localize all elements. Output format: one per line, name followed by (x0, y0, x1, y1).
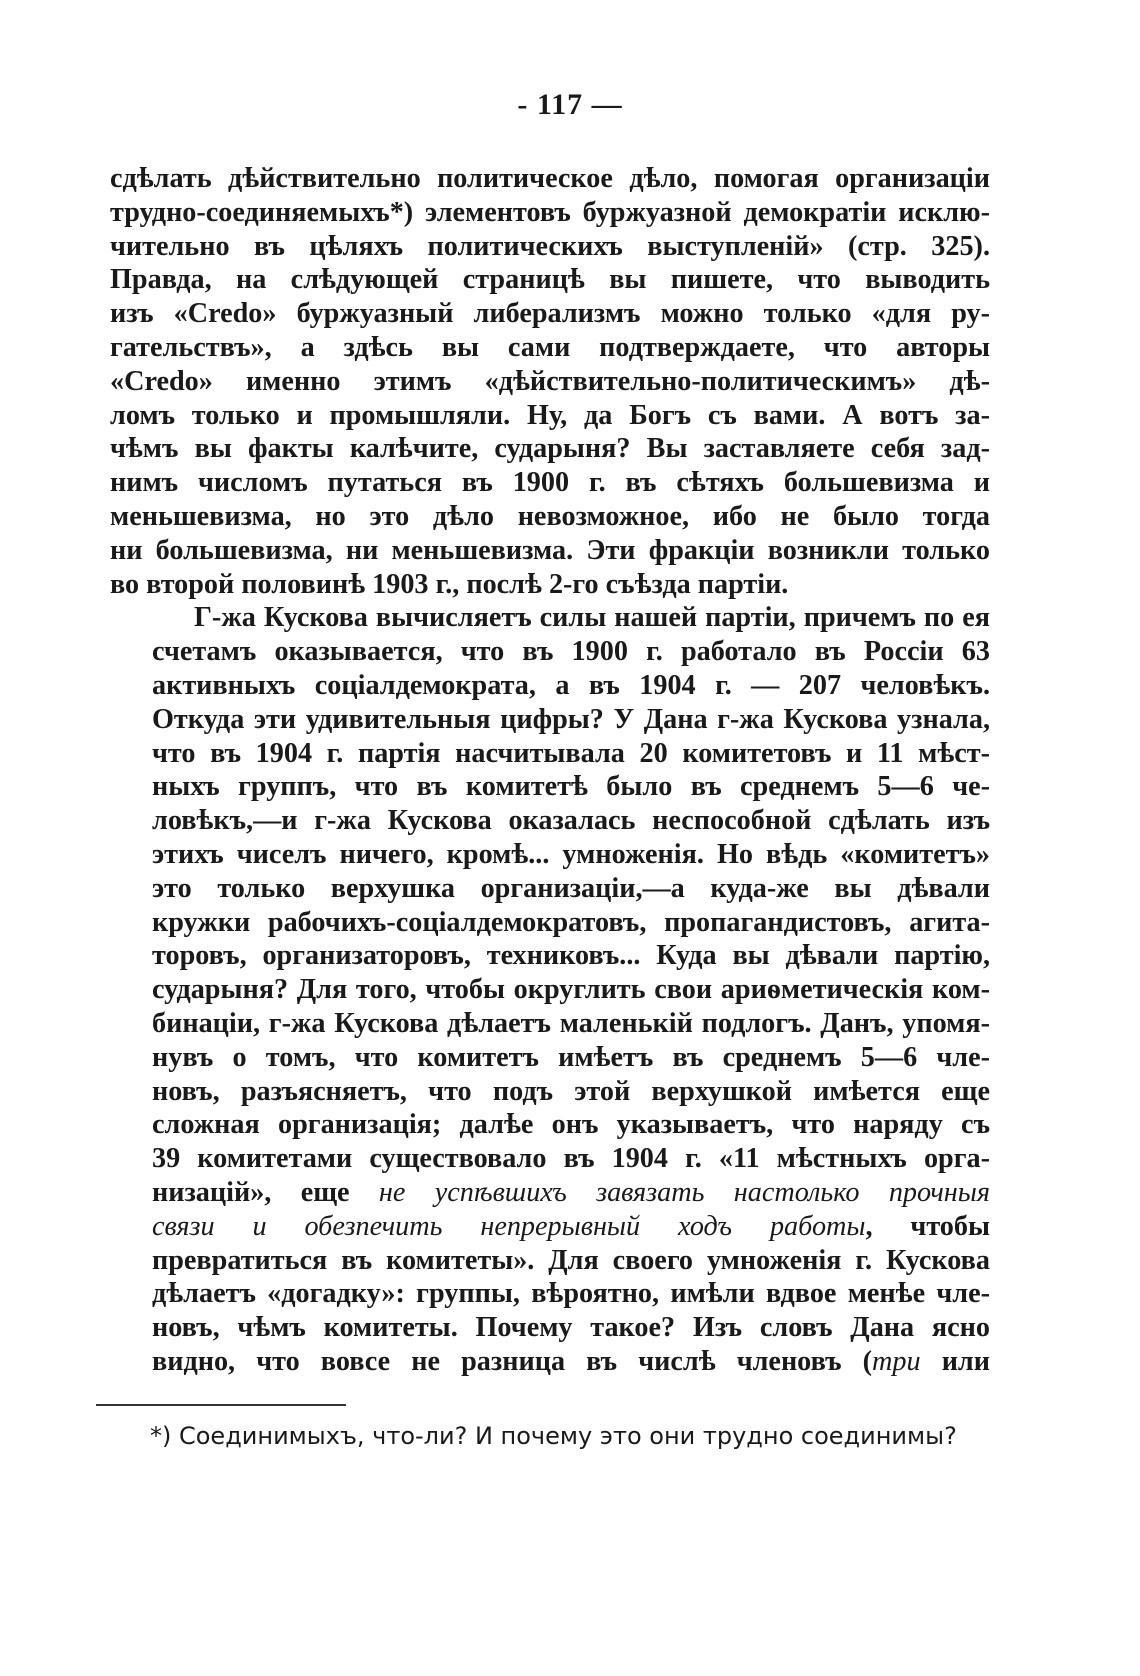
text-line: ни большевизма, ни меньшевизма. Эти фракціи возникли только (110, 534, 990, 566)
text-run: или (920, 1345, 990, 1377)
text-line: сложная организація; далѣе онъ указываетъ, что наряду съ (152, 1109, 990, 1141)
text-line: ныхъ группъ, что въ комитетѣ было въ среднемъ 5—6 че- (152, 771, 990, 803)
text-line: счетамъ оказывается, что въ 1900 г. работало въ Россіи 63 (152, 636, 990, 668)
text-line: 39 комитетами существовало въ 1904 г. «11 мѣстныхъ орга- (152, 1143, 990, 1175)
text-line: во второй половинѣ 1903 г., послѣ 2-го съѣзда партіи. (110, 568, 789, 600)
text-line: дѣлаетъ «догадку»: группы, вѣроятно, имѣли вдвое менѣе чле- (152, 1278, 990, 1310)
text-line: трудно-соединяемыхъ*) элементовъ буржуазной демократіи исклю- (110, 196, 990, 228)
text-line: активныхъ соціалдемократа, а въ 1904 г. — 207 человѣкъ. (152, 669, 990, 701)
text-line: Г-жа Кускова вычисляетъ силы нашей партіи, причемъ по ея (194, 602, 990, 634)
text-line: ломъ только и промышляли. Ну, да Богъ съ вами. А вотъ за- (110, 399, 990, 431)
text-line: что въ 1904 г. партія насчитывала 20 комитетовъ и 11 мѣст- (152, 737, 990, 769)
text-line: нувъ о томъ, что комитетъ имѣетъ въ среднемъ 5—6 чле- (152, 1041, 990, 1073)
text-line: чѣмъ вы факты калѣчите, сударыня? Вы заставляете себя зад- (110, 433, 990, 465)
page-number: - 117 — (517, 88, 623, 121)
text-run: видно, что вовсе не разница въ числѣ членовъ ( (152, 1345, 873, 1377)
text-line: «Credo» именно этимъ «дѣйствительно-политическимъ» дѣ- (110, 365, 990, 397)
text-line: Правда, на слѣдующей страницѣ вы пишете, что выводить (110, 264, 990, 296)
text-line-mixed (110, 1176, 990, 1210)
text-line: новъ, разъясняетъ, что подъ этой верхушкой имѣется еще (152, 1075, 990, 1107)
text-line-mixed (110, 1345, 990, 1379)
text-line: гательствъ», а здѣсь вы сами подтверждаете, что авторы (110, 331, 990, 363)
text-line: сударыня? Для того, чтобы округлить свои ариѳметическія ком- (152, 974, 990, 1006)
paragraph-2 (110, 601, 990, 1378)
text-line: меньшевизма, но это дѣло невозможное, ибо не было тогда (110, 500, 990, 532)
footnote-divider (96, 1404, 346, 1406)
text-line-mixed (110, 1210, 990, 1244)
text-line: торовъ, организаторовъ, техниковъ... Куда вы дѣвали партію, (152, 940, 990, 972)
text-run: , чтобы (865, 1210, 990, 1242)
text-line: этихъ чиселъ ничего, кромѣ... умноженія. Но вѣдь «комитетъ» (152, 838, 990, 870)
text-line: нимъ числомъ путаться въ 1900 г. въ сѣтяхъ большевизма и (110, 467, 990, 499)
text-line: ловѣкъ,—и г-жа Кускова оказалась неспособной сдѣлать изъ (152, 805, 990, 837)
text-line: Откуда эти удивительныя цифры? У Дана г-жа Кускова узнала, (152, 703, 990, 735)
paragraph-1 (110, 162, 990, 601)
italic-word: три (872, 1345, 921, 1377)
footnote: *) Соединимыхъ, что-ли? И почему это они трудно соединимы? (150, 1422, 957, 1450)
text-line: сдѣлать дѣйствительно политическое дѣло, помогая организаціи (110, 163, 990, 194)
body-text (110, 162, 990, 1379)
text-line: это только верхушка организаціи,—а куда-же вы дѣвали (152, 872, 990, 904)
text-line: новъ, чѣмъ комитеты. Почему такое? Изъ словъ Дана ясно (152, 1312, 990, 1344)
text-line: изъ «Credo» буржуазный либерализмъ можно только «для ру- (110, 298, 990, 330)
text-line: бинаціи, г-жа Кускова дѣлаетъ маленькій подлогъ. Данъ, упомя- (152, 1007, 990, 1039)
quoted-italic-text: связи и обезпечить непрерывный ходъ работы (152, 1210, 866, 1242)
text-line: кружки рабочихъ-соціалдемократовъ, пропагандистовъ, агита- (152, 906, 990, 938)
text-line: превратиться въ комитеты». Для своего умноженія г. Кускова (152, 1244, 990, 1276)
text-line: чительно въ цѣляхъ политическихъ выступленій» (стр. 325). (110, 230, 990, 262)
quoted-italic-text: не успѣвшихъ завязать настолько прочныя (378, 1176, 990, 1208)
text-run: низацій», еще (152, 1176, 379, 1208)
